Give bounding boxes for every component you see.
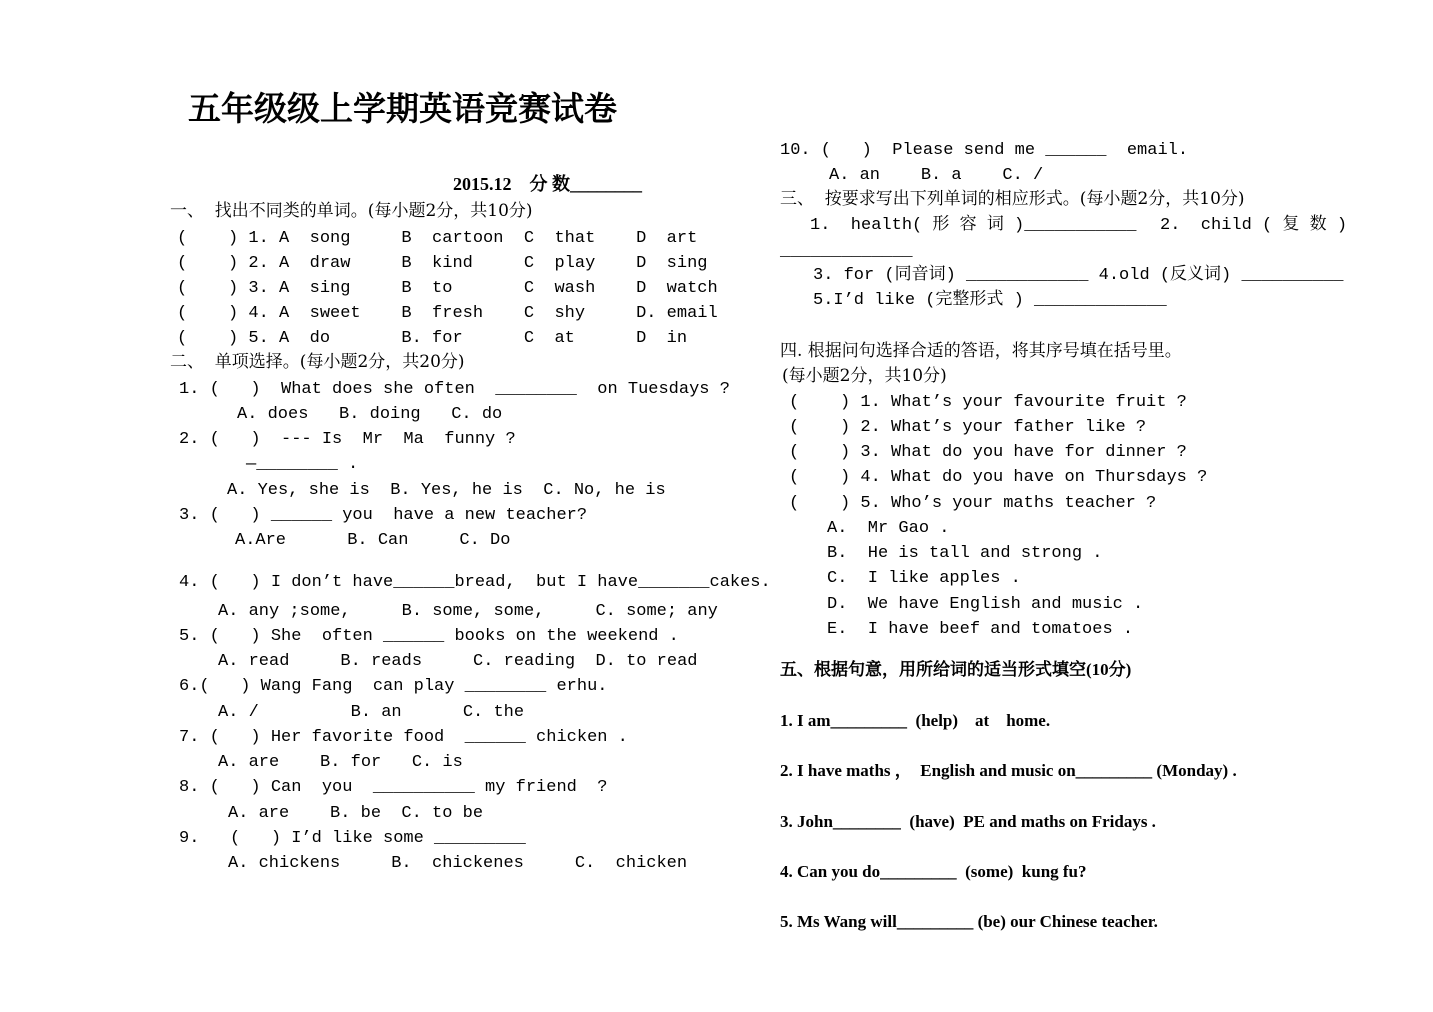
sec1-row: ( ) 5. A do B. for C at D in — [177, 329, 688, 348]
sec3-item: 2. child ( 复 数 ) — [1160, 216, 1348, 235]
sec2-options: A. are B. for C. is — [218, 753, 463, 772]
sec5-item: 4. Can you do_________ (some) kung fu? — [780, 862, 1087, 881]
sec1-row: ( ) 2. A draw B kind C play D sing — [177, 254, 708, 273]
sec4-answer: E. I have beef and tomatoes . — [827, 620, 1134, 639]
sec2-question: 4. ( ) I don’t have______bread, but I have_______cakes. — [179, 573, 771, 592]
sec2-options: A. / B. an C. the — [218, 703, 525, 722]
date-score-line: 2015.12 分 数________ — [453, 174, 642, 194]
sec5-item: 5. Ms Wang will_________ (be) our Chinese teacher. — [780, 912, 1158, 931]
section-3-heading: 三、 按要求写出下列单词的相应形式。(每小题2分，共10分) — [780, 189, 1245, 209]
sec2-options: A. chickens B. chickenes C. chicken — [228, 854, 688, 873]
section-1-heading: 一、 找出不同类的单词。(每小题2分，共10分) — [170, 201, 533, 221]
section-5-heading: 五、根据句意，用所给词的适当形式填空(10分) — [780, 660, 1132, 679]
sec4-question: ( ) 4. What do you have on Thursdays ? — [789, 468, 1208, 487]
sec5-item: 2. I have maths ， English and music on_________ (Monday) . — [780, 761, 1237, 780]
sec2-question: 2. ( ) --- Is Mr Ma funny ? — [179, 430, 516, 449]
sec2-options: A. read B. reads C. reading D. to read — [218, 652, 698, 671]
sec2-options: A. any ;some, B. some, some, C. some; any — [218, 602, 718, 621]
sec2-question: 3. ( ) ______ you have a new teacher? — [179, 506, 588, 525]
sec4-question: ( ) 1. What’s your favourite fruit ? — [789, 393, 1187, 412]
sec2-options: A. Yes, she is B. Yes, he is C. No, he is — [227, 481, 666, 500]
sec2-question: 8. ( ) Can you __________ my friend ? — [179, 778, 608, 797]
sec4-answer: C. I like apples . — [827, 569, 1021, 588]
sec1-row: ( ) 3. A sing B to C wash D watch — [177, 279, 718, 298]
sec4-question: ( ) 5. Who’s your maths teacher ? — [789, 494, 1157, 513]
sec5-item: 1. I am_________ (help) at home. — [780, 711, 1051, 730]
section-2-heading: 二、 单项选择。(每小题2分，共20分) — [170, 352, 465, 372]
q10-question: 10. ( ) Please send me ______ email. — [780, 141, 1189, 160]
sec3-item: 1. health( 形 容 词 )___________ — [810, 216, 1137, 235]
sec2-question: 9. ( ) I’d like some _________ — [179, 829, 526, 848]
sec4-question: ( ) 2. What’s your father like ? — [789, 418, 1147, 437]
sec2-options: A. are B. be C. to be — [228, 804, 484, 823]
sec1-row: ( ) 1. A song B cartoon C that D art — [177, 229, 698, 248]
sec4-answer: B. He is tall and strong . — [827, 544, 1103, 563]
sec2-answer-blank: —________ . — [246, 455, 359, 474]
sec1-row: ( ) 4. A sweet B fresh C shy D. email — [177, 304, 718, 323]
sec4-question: ( ) 3. What do you have for dinner ? — [789, 443, 1187, 462]
sec3-item: 5.I’d like (完整形式 ) _____________ — [813, 291, 1167, 310]
sec5-item: 3. John________ (have) PE and maths on Fridays . — [780, 812, 1156, 831]
sec2-options: A.Are B. Can C. Do — [235, 531, 511, 550]
page-title: 五年级级上学期英语竞赛试卷 — [188, 89, 617, 128]
section-4-subheading: (每小题2分，共10分) — [782, 366, 947, 386]
sec2-question: 6.( ) Wang Fang can play ________ erhu. — [179, 677, 608, 696]
sec4-answer: A. Mr Gao . — [827, 519, 950, 538]
sec3-blank: _____________ — [780, 242, 913, 261]
sec4-answer: D. We have English and music . — [827, 595, 1144, 614]
section-4-heading: 四. 根据问句选择合适的答语，将其序号填在括号里。 — [780, 341, 1182, 361]
sec3-item: 3. for (同音词) ____________ 4.old (反义词) __________ — [813, 266, 1344, 285]
sec2-question: 7. ( ) Her favorite food ______ chicken . — [179, 728, 628, 747]
sec2-question: 1. ( ) What does she often ________ on Tuesdays ? — [179, 380, 730, 399]
q10-options: A. an B. a C. / — [829, 166, 1044, 185]
sec2-question: 5. ( ) She often ______ books on the weekend . — [179, 627, 679, 646]
sec2-options: A. does B. doing C. do — [237, 405, 503, 424]
